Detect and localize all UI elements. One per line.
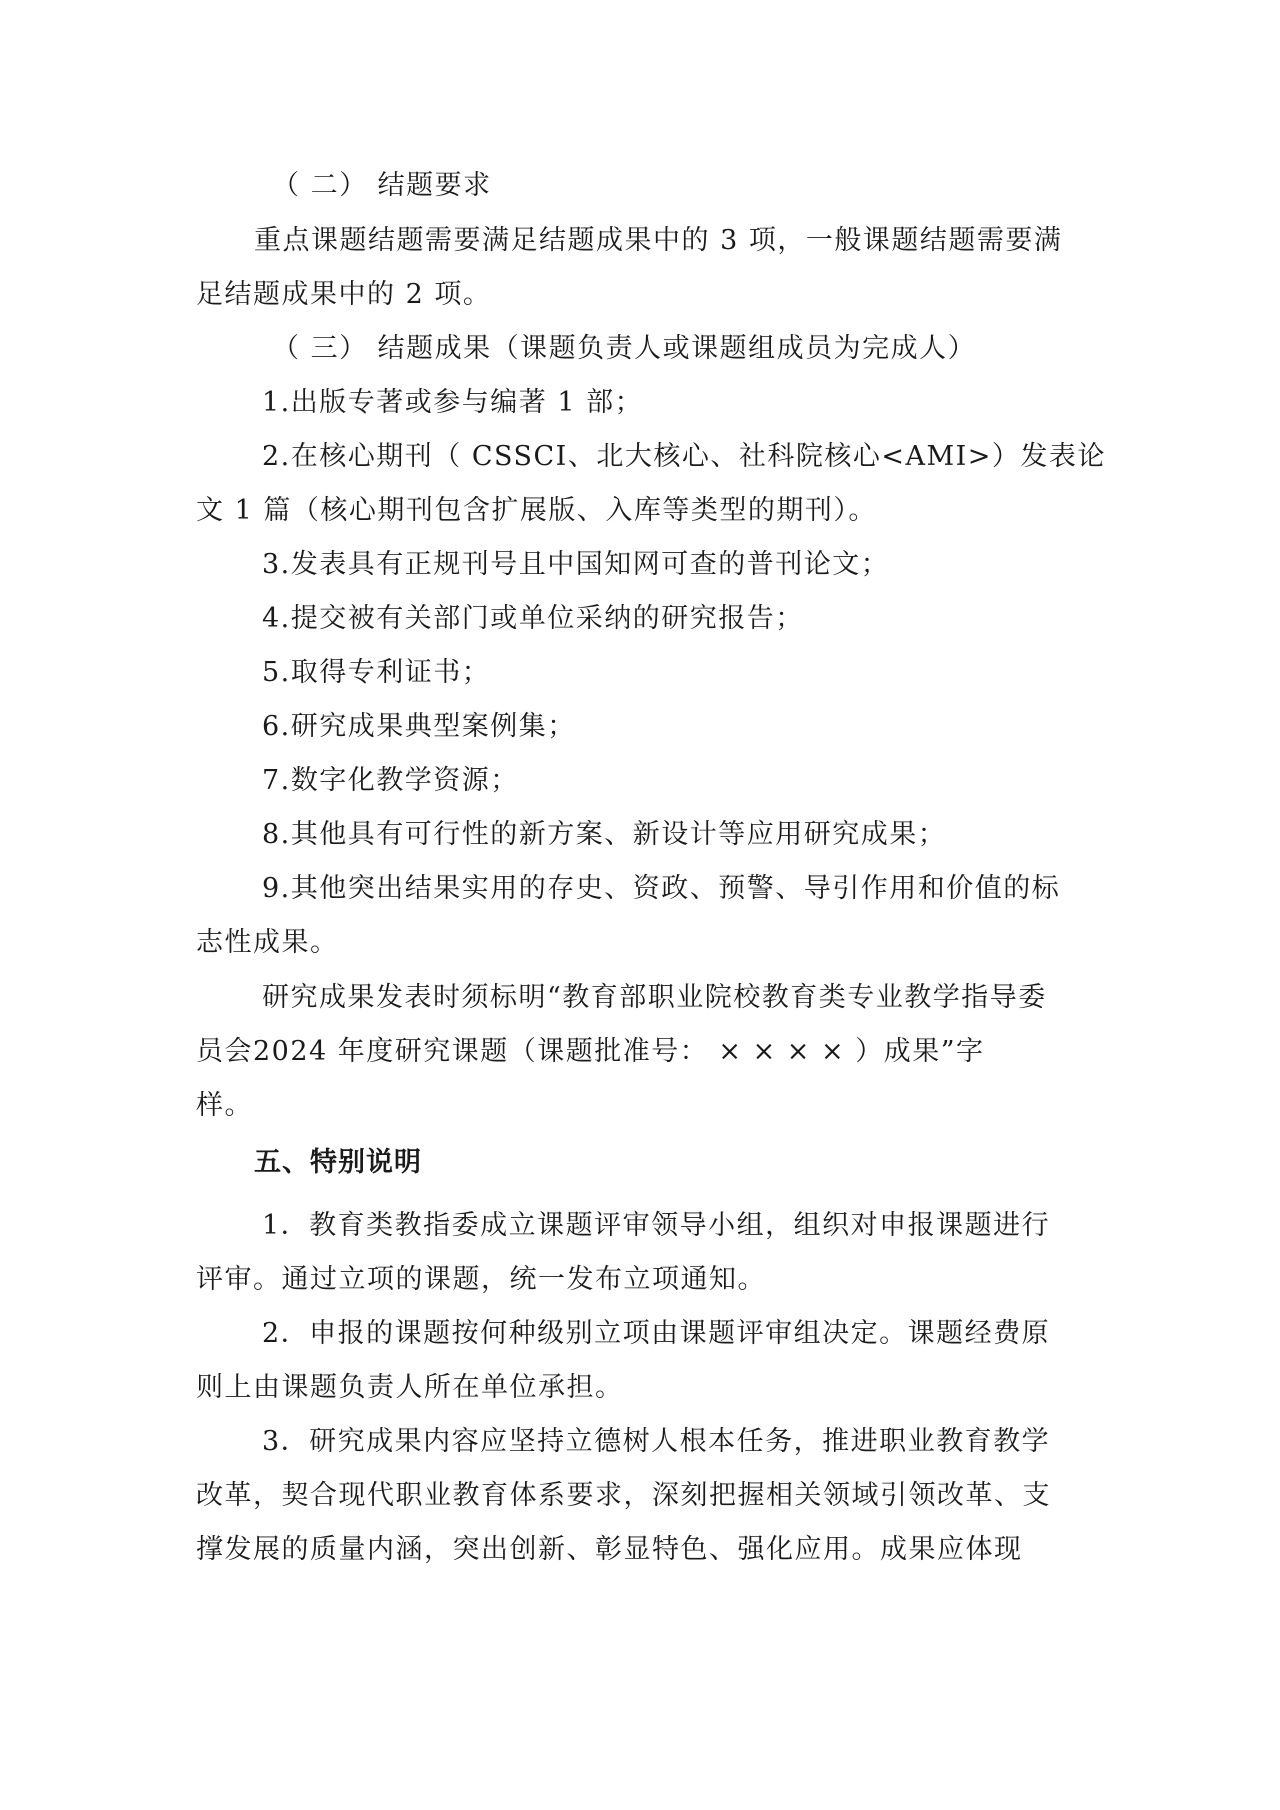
special-note-2: 2．申报的课题按何种级别立项由课题评审组决定。课题经费原 xyxy=(262,1318,1051,1349)
special-note-1: 1．教育类教指委成立课题评审领导小组，组织对申报课题进行 xyxy=(262,1210,1051,1241)
result-item-5: 5.取得专利证书； xyxy=(262,657,491,688)
result-item-1: 1.出版专著或参与编著 1 部； xyxy=(262,387,644,418)
publication-note-line: 研究成果发表时须标明“教育部职业院校教育类专业教学指导委 xyxy=(262,982,1047,1013)
publication-note-line: 员会2024 年度研究课题（课题批准号： × × × × ）成果”字 xyxy=(196,1036,985,1067)
result-item-4: 4.提交被有关部门或单位采纳的研究报告； xyxy=(262,603,804,634)
result-item-3: 3.发表具有正规刊号且中国知网可查的普刊论文； xyxy=(262,549,890,580)
publication-note-line: 样。 xyxy=(196,1090,253,1121)
special-note-3-cont: 改革，契合现代职业教育体系要求，深刻把握相关领域引领改革、支 xyxy=(196,1480,1051,1511)
section-five-heading: 五、特别说明 xyxy=(254,1147,422,1178)
result-item-6: 6.研究成果典型案例集； xyxy=(262,711,576,742)
section-two-para-line: 重点课题结题需要满足结题成果中的 3 项，一般课题结题需要满 xyxy=(254,225,1063,256)
special-note-1-cont: 评审。通过立项的课题，统一发布立项通知。 xyxy=(196,1264,766,1295)
special-note-2-cont: 则上由课题负责人所在单位承担。 xyxy=(196,1372,624,1403)
result-item-9: 9.其他突出结果实用的存史、资政、预警、导引作用和价值的标 xyxy=(262,873,1061,904)
section-three-heading: （ 三） 结题成果（课题负责人或课题组成员为完成人） xyxy=(272,333,977,364)
special-note-3: 3．研究成果内容应坚持立德树人根本任务，推进职业教育教学 xyxy=(262,1426,1051,1457)
section-two-para-line: 足结题成果中的 2 项。 xyxy=(196,279,492,310)
special-note-3-cont: 撑发展的质量内涵，突出创新、彰显特色、强化应用。成果应体现 xyxy=(196,1534,1023,1565)
result-item-8: 8.其他具有可行性的新方案、新设计等应用研究成果； xyxy=(262,819,947,850)
result-item-2-cont: 文 1 篇（核心期刊包含扩展版、入库等类型的期刊）。 xyxy=(196,495,877,526)
result-item-7: 7.数字化教学资源； xyxy=(262,765,519,796)
section-two-heading: （ 二） 结题要求 xyxy=(272,170,492,201)
result-item-9-cont: 志性成果。 xyxy=(196,927,339,958)
result-item-2: 2.在核心期刊（ CSSCI、北大核心、社科院核心<AMI>）发表论 xyxy=(262,441,1106,472)
